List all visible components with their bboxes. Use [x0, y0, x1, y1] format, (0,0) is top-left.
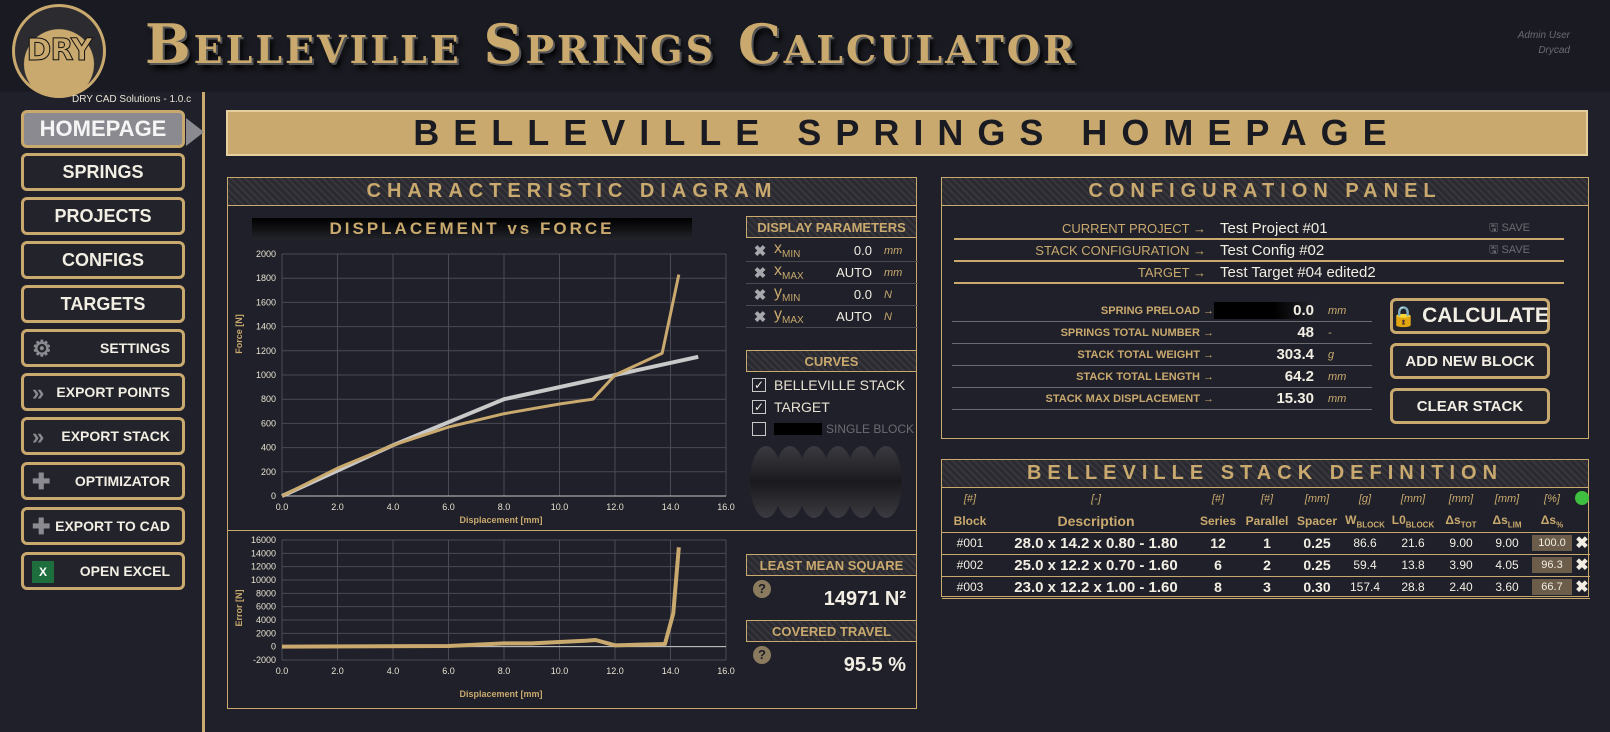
- param-ymin-value[interactable]: 0.0: [853, 287, 872, 302]
- force-chart: [228, 244, 735, 530]
- ds-tot-value: 2.40: [1438, 576, 1484, 598]
- y-tick-label: 400: [260, 442, 276, 453]
- unit-cell: [mm]: [1494, 493, 1520, 505]
- column-header: $\Delta s_{TOT}$: [1438, 510, 1484, 532]
- force-chart-xlabel: Displacement [mm]: [459, 515, 543, 525]
- stat-value: 48: [1297, 324, 1314, 341]
- block-description[interactable]: 28.0 x 14.2 x 0.80 - 1.80: [998, 532, 1194, 554]
- y-tick-label: 14000: [250, 548, 276, 559]
- stack-table: [942, 488, 1590, 599]
- y-tick-label: 4000: [255, 615, 276, 625]
- display-parameters: [746, 216, 918, 326]
- save-label: SAVE: [1501, 243, 1530, 256]
- block-description[interactable]: 23.0 x 12.2 x 1.00 - 1.60: [998, 576, 1194, 598]
- l0-value: 28.8: [1388, 576, 1438, 598]
- double-chevron-icon: »: [32, 424, 45, 449]
- spring-preload-input[interactable]: 0.0: [1214, 302, 1314, 319]
- lms-title: LEAST MEAN SQUARE: [746, 554, 917, 576]
- parallel-value[interactable]: 3: [1242, 576, 1292, 598]
- y-tick-label: -2000: [252, 655, 276, 665]
- ds-pct-value: 96.3: [1532, 557, 1572, 573]
- y-tick-label: 1000: [255, 370, 276, 380]
- stat-unit: mm: [1328, 392, 1347, 405]
- checkbox[interactable]: ✓: [753, 378, 765, 392]
- x-tick-label: 0.0: [275, 502, 289, 512]
- param-ymax-value[interactable]: AUTO: [836, 309, 872, 324]
- x-tick-label: 4.0: [386, 502, 400, 512]
- panel-title: CHARACTERISTIC DIAGRAM: [228, 178, 916, 206]
- stack-length-row: [952, 366, 1372, 388]
- column-header: $\Delta s_{LIM}$: [1484, 510, 1530, 532]
- x-tick-label: 0.0: [275, 666, 289, 676]
- current-project-row[interactable]: [954, 218, 1564, 240]
- x-tick-label: 8.0: [497, 666, 511, 676]
- parallel-value[interactable]: 1: [1242, 532, 1292, 554]
- stack-config-value[interactable]: Test Config #02: [1220, 241, 1325, 259]
- color-swatch: [774, 423, 822, 435]
- ds-lim-value: 3.60: [1484, 576, 1530, 598]
- ds-pct-cell: [1530, 576, 1574, 598]
- stat-unit: -: [1328, 326, 1332, 339]
- param-unit: mm: [884, 244, 903, 257]
- user-company: Drycad: [1538, 45, 1570, 56]
- curve-belleville-toggle[interactable]: [746, 374, 918, 396]
- chart-title: DISPLACEMENT vs FORCE: [252, 218, 692, 240]
- double-chevron-icon: »: [32, 380, 45, 405]
- calculate-button[interactable]: [1390, 298, 1550, 334]
- column-header: $\Delta s_{\%}$: [1530, 510, 1574, 532]
- unit-cell: [#]: [1211, 493, 1225, 505]
- x-tick-label: 6.0: [442, 666, 455, 676]
- calculate-label: CALCULATE: [1422, 304, 1549, 327]
- stat-unit: mm: [1328, 304, 1347, 317]
- open-excel-label: OPEN EXCEL: [79, 563, 170, 579]
- save-project-button[interactable]: [1489, 219, 1530, 238]
- travel-title: COVERED TRAVEL: [746, 620, 917, 642]
- unit-cell: [mm]: [1448, 493, 1474, 505]
- series-value[interactable]: 12: [1194, 532, 1242, 554]
- header-row: [942, 510, 1590, 532]
- x-tick-label: 10.0: [550, 666, 569, 676]
- l0-value: 13.8: [1388, 554, 1438, 576]
- help-icon[interactable]: ?: [753, 580, 771, 598]
- springs-total-row: [952, 322, 1372, 344]
- chart-divider: [228, 530, 916, 531]
- spacer-value[interactable]: 0.25: [1292, 532, 1342, 554]
- nav-optimizator-button[interactable]: [21, 462, 185, 500]
- table-row[interactable]: [942, 532, 1590, 554]
- nav-export-cad-button[interactable]: [21, 507, 185, 545]
- weight-value: 86.6: [1342, 532, 1388, 554]
- stat-label: SPRINGS TOTAL NUMBER →: [1060, 326, 1214, 339]
- column-header: Block: [942, 510, 998, 532]
- spacer-value[interactable]: 0.25: [1292, 554, 1342, 576]
- series-value[interactable]: 8: [1194, 576, 1242, 598]
- checkbox[interactable]: ✓: [753, 400, 765, 414]
- target-value[interactable]: Test Target #04 edited2: [1220, 263, 1376, 281]
- curves-title: CURVES: [746, 350, 917, 372]
- series-line-2: [282, 275, 679, 496]
- units-row: [942, 488, 1590, 510]
- curves-section: [746, 350, 918, 520]
- y-tick-label: 10000: [250, 575, 276, 585]
- y-tick-label: 0: [270, 641, 276, 652]
- param-xmax-label: $x_{MAX}$: [774, 262, 804, 283]
- unit-cell: [g]: [1358, 493, 1372, 505]
- x-tick-label: 4.0: [386, 666, 400, 676]
- stack-config-row[interactable]: [954, 240, 1564, 262]
- block-id: #001: [942, 532, 998, 554]
- spring-preload-row[interactable]: [952, 300, 1372, 322]
- x-tick-label: 6.0: [442, 502, 455, 512]
- series-value[interactable]: 6: [1194, 554, 1242, 576]
- logo-text: DRY: [26, 33, 92, 68]
- weight-value: 157.4: [1342, 576, 1388, 598]
- settings-label: SETTINGS: [99, 340, 170, 356]
- stat-value: 303.4: [1276, 346, 1314, 363]
- stat-value: 15.30: [1276, 390, 1314, 407]
- characteristic-diagram-panel: [227, 177, 917, 709]
- x-tick-label: 2.0: [331, 502, 344, 512]
- y-tick-label: 2000: [255, 628, 276, 639]
- floppy-icon: 🖫: [1489, 221, 1502, 234]
- empty-cell: [1574, 510, 1590, 532]
- nav-projects-button[interactable]: PROJECTS: [21, 197, 185, 235]
- y-tick-label: 6000: [255, 601, 276, 612]
- column-header: $W_{BLOCK}$: [1342, 510, 1388, 532]
- stack-config-label: STACK CONFIGURATION →: [1035, 242, 1206, 258]
- remove-row-icon[interactable]: ✖: [1574, 554, 1590, 576]
- param-xmax-value[interactable]: AUTO: [836, 265, 872, 280]
- close-icon[interactable]: ✖: [753, 264, 767, 282]
- x-tick-label: 8.0: [497, 502, 511, 512]
- y-tick-label: 16000: [250, 535, 276, 545]
- export-points-label: EXPORT POINTS: [56, 384, 170, 400]
- param-ymin-label: $y_{MIN}$: [774, 284, 801, 305]
- nav-open-excel-button[interactable]: [21, 552, 185, 590]
- floppy-icon: 🖫: [1489, 243, 1502, 256]
- table-row[interactable]: [942, 576, 1590, 598]
- y-tick-label: 1800: [255, 273, 276, 284]
- spring-stack-image: [746, 442, 906, 520]
- unit-cell: [%]: [1544, 493, 1560, 505]
- force-chart-grid: [282, 254, 726, 496]
- save-label: SAVE: [1501, 221, 1530, 234]
- stat-unit: mm: [1328, 370, 1347, 383]
- ds-lim-value: 9.00: [1484, 532, 1530, 554]
- param-unit: N: [884, 288, 892, 301]
- param-ymin-row[interactable]: [746, 284, 918, 306]
- series-line-1: [282, 547, 679, 646]
- current-project-label: CURRENT PROJECT →: [1062, 220, 1206, 236]
- clear-stack-button[interactable]: CLEAR STACK: [1390, 388, 1550, 424]
- y-tick-label: 2000: [255, 249, 276, 259]
- y-tick-label: 0: [270, 491, 276, 501]
- stat-label: STACK TOTAL LENGTH →: [1076, 370, 1214, 383]
- stat-unit: g: [1328, 348, 1335, 361]
- column-header: Parallel: [1242, 510, 1292, 532]
- x-tick-label: 12.0: [606, 666, 624, 676]
- excel-icon: X: [32, 561, 54, 583]
- travel-value: 95.5 %: [843, 654, 906, 676]
- unit-cell: [#]: [963, 493, 977, 505]
- version-label: DRY CAD Solutions - 1.0.c: [72, 94, 192, 105]
- x-tick-label: 12.0: [606, 502, 624, 512]
- nav-homepage-button[interactable]: HOMEPAGE: [21, 110, 185, 148]
- y-tick-label: 1200: [255, 345, 276, 356]
- target-label: TARGET →: [1137, 264, 1206, 280]
- ds-lim-value: 4.05: [1484, 554, 1530, 576]
- unit-cell: [mm]: [1304, 493, 1330, 505]
- series-line-1: [282, 357, 698, 496]
- y-tick-label: 8000: [255, 588, 276, 599]
- panel-title: CONFIGURATION PANEL: [942, 178, 1588, 206]
- l0-value: 21.6: [1388, 532, 1438, 554]
- unit-cell: [#]: [1260, 493, 1274, 505]
- save-config-button[interactable]: [1489, 241, 1530, 260]
- lms-value: 14971 N²: [823, 588, 906, 610]
- stat-value: 64.2: [1284, 368, 1314, 385]
- lock-icon: 🔒: [1391, 305, 1417, 328]
- close-icon[interactable]: ✖: [753, 242, 767, 260]
- status-cell: [1574, 488, 1590, 510]
- ds-pct-value: 66.7: [1532, 579, 1572, 595]
- block-id: #003: [942, 576, 998, 598]
- puzzle-icon: ✚: [32, 469, 51, 494]
- param-xmin-value[interactable]: 0.0: [853, 243, 872, 258]
- ds-pct-value: 100.0: [1532, 535, 1572, 551]
- checkbox[interactable]: [752, 422, 766, 436]
- error-chart-ylabel: Error [N]: [234, 589, 244, 627]
- param-ymax-row[interactable]: [746, 306, 918, 328]
- curve-label: TARGET: [774, 399, 830, 415]
- target-row[interactable]: [954, 262, 1564, 284]
- remove-row-icon[interactable]: ✖: [1574, 532, 1590, 554]
- x-tick-label: 16.0: [717, 666, 735, 676]
- param-unit: N: [884, 310, 892, 323]
- close-icon[interactable]: ✖: [753, 286, 767, 304]
- column-header: Spacer: [1292, 510, 1342, 532]
- error-chart-xlabel: Displacement [mm]: [459, 689, 543, 699]
- block-description[interactable]: 25.0 x 12.2 x 0.70 - 1.60: [998, 554, 1194, 576]
- puzzle-icon: ✚: [32, 514, 51, 539]
- nav-settings-button[interactable]: [21, 329, 185, 367]
- y-tick-label: 1600: [255, 297, 276, 308]
- column-header: Description: [998, 510, 1194, 532]
- stack-weight-row: [952, 344, 1372, 366]
- stat-label: STACK MAX DISPLACEMENT →: [1045, 392, 1214, 405]
- table-row[interactable]: [942, 554, 1590, 576]
- stat-label: STACK TOTAL WEIGHT →: [1077, 348, 1214, 361]
- nav-export-stack-button[interactable]: [21, 417, 185, 455]
- unit-cell: [mm]: [1400, 493, 1426, 505]
- param-unit: mm: [884, 266, 903, 279]
- optimizator-label: OPTIMIZATOR: [74, 473, 170, 489]
- configuration-panel: [941, 177, 1589, 439]
- x-tick-label: 14.0: [661, 666, 680, 676]
- x-tick-label: 2.0: [331, 666, 344, 676]
- user-name: Admin User: [1517, 30, 1570, 41]
- display-parameters-title: DISPLAY PARAMETERS: [746, 216, 917, 238]
- dry-logo: [12, 4, 106, 98]
- y-tick-label: 1400: [255, 321, 276, 332]
- y-tick-label: 12000: [250, 561, 276, 572]
- gear-icon: ⚙: [32, 336, 52, 361]
- export-stack-label: EXPORT STACK: [61, 428, 170, 444]
- nav-configs-button[interactable]: CONFIGS: [21, 241, 185, 279]
- export-cad-label: EXPORT TO CAD: [55, 518, 170, 534]
- curve-single-block-toggle[interactable]: [746, 418, 918, 440]
- weight-value: 59.4: [1342, 554, 1388, 576]
- y-tick-label: 600: [260, 418, 276, 429]
- stack-displacement-row: [952, 388, 1372, 410]
- column-header: $L0_{BLOCK}$: [1388, 510, 1438, 532]
- nav-export-points-button[interactable]: [21, 373, 185, 411]
- active-arrow-icon: [186, 118, 204, 146]
- nav-targets-button[interactable]: TARGETS: [21, 285, 185, 323]
- x-tick-label: 14.0: [661, 502, 680, 512]
- param-xmin-label: $x_{MIN}$: [774, 240, 801, 261]
- ds-tot-value: 9.00: [1438, 532, 1484, 554]
- x-tick-label: 10.0: [550, 502, 569, 512]
- close-icon[interactable]: ✖: [753, 308, 767, 326]
- app-title: Belleville Springs Calculator: [145, 12, 1078, 76]
- help-icon[interactable]: ?: [753, 646, 771, 664]
- remove-row-icon[interactable]: ✖: [1574, 576, 1590, 598]
- nav-springs-button[interactable]: SPRINGS: [21, 153, 185, 191]
- status-dot-icon: [1575, 491, 1589, 505]
- column-header: Series: [1194, 510, 1242, 532]
- stack-definition-panel: [941, 459, 1589, 597]
- parallel-value[interactable]: 2: [1242, 554, 1292, 576]
- force-chart-ylabel: Force [N]: [234, 314, 244, 354]
- stat-label: SPRING PRELOAD →: [1100, 304, 1214, 317]
- y-tick-label: 200: [260, 466, 276, 477]
- ds-pct-cell: [1530, 554, 1574, 576]
- param-ymax-label: $y_{MAX}$: [774, 306, 804, 327]
- page-banner: BELLEVILLE SPRINGS HOMEPAGE: [226, 110, 1588, 156]
- param-xmax-row[interactable]: [746, 262, 918, 284]
- block-id: #002: [942, 554, 998, 576]
- y-tick-label: 800: [260, 394, 276, 405]
- panel-title: BELLEVILLE STACK DEFINITION: [942, 460, 1588, 488]
- param-xmin-row[interactable]: [746, 240, 918, 262]
- sidebar-divider: [202, 92, 205, 732]
- ds-pct-cell: [1530, 532, 1574, 554]
- add-block-button[interactable]: ADD NEW BLOCK: [1390, 343, 1550, 379]
- ds-tot-value: 3.90: [1438, 554, 1484, 576]
- curve-label: SINGLE BLOCK: [826, 422, 915, 436]
- unit-cell: [-]: [1091, 493, 1101, 505]
- error-chart: [228, 532, 735, 710]
- spacer-value[interactable]: 0.30: [1292, 576, 1342, 598]
- curve-label: BELLEVILLE STACK: [774, 377, 906, 393]
- current-project-value[interactable]: Test Project #01: [1220, 219, 1328, 237]
- user-info: [1518, 28, 1570, 58]
- curve-target-toggle[interactable]: [746, 396, 918, 418]
- x-tick-label: 16.0: [717, 502, 735, 512]
